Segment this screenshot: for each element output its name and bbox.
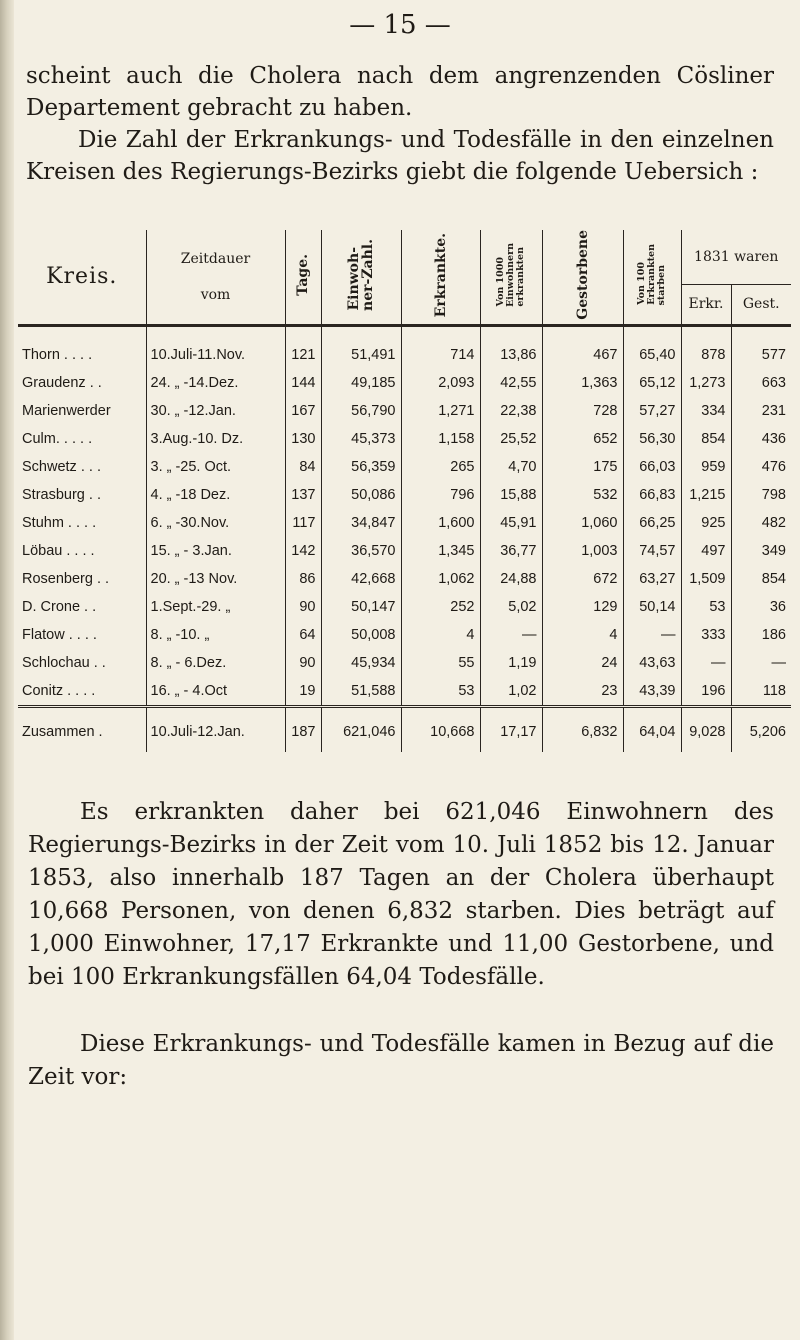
cell-erkrankte: 10,668 bbox=[401, 706, 480, 752]
table-row bbox=[18, 621, 791, 649]
cell-gestorbene: 4 bbox=[542, 621, 623, 649]
page-binding-edge bbox=[0, 0, 14, 1340]
cell-kreis: Schlochau . . bbox=[22, 654, 106, 671]
cell-gest-1831: 476 bbox=[731, 453, 791, 481]
cell-tage: 144 bbox=[285, 369, 321, 397]
cell-von-100: 56,30 bbox=[623, 425, 681, 453]
cell-erkr-1831: 1,509 bbox=[681, 565, 731, 593]
cell-tage: 121 bbox=[285, 325, 321, 369]
cell-kreis: Löbau . . . . bbox=[22, 542, 95, 559]
table-row bbox=[18, 593, 791, 621]
cell-einwohner: 51,491 bbox=[321, 325, 401, 369]
header-von-100-erkrankten: Von 100Erkranktenstarben bbox=[623, 230, 681, 325]
cell-erkrankte: 252 bbox=[401, 593, 480, 621]
paragraph-intro bbox=[26, 60, 774, 188]
cell-einwohner: 56,790 bbox=[321, 397, 401, 425]
cell-tage: 86 bbox=[285, 565, 321, 593]
cell-gest-1831: 663 bbox=[731, 369, 791, 397]
cell-zeitdauer: 30. „ -12.Jan. bbox=[146, 397, 285, 425]
cell-gestorbene: 6,832 bbox=[542, 706, 623, 752]
cell-erkr-1831: 925 bbox=[681, 509, 731, 537]
cell-von-100: 65,40 bbox=[623, 325, 681, 369]
cell-von-1000: 45,91 bbox=[480, 509, 542, 537]
cell-einwohner: 50,086 bbox=[321, 481, 401, 509]
cell-kreis: Thorn . . . . bbox=[22, 346, 93, 363]
cell-tage: 130 bbox=[285, 425, 321, 453]
header-gestorbene: Gestorbene bbox=[542, 230, 623, 325]
cell-tage: 64 bbox=[285, 621, 321, 649]
page-number: — 15 — bbox=[349, 10, 451, 40]
cell-erkrankte: 4 bbox=[401, 621, 480, 649]
cell-erkrankte: 796 bbox=[401, 481, 480, 509]
cell-gest-1831: 5,206 bbox=[731, 706, 791, 752]
header-erkrankte: Erkrankte. bbox=[401, 230, 480, 325]
cell-von-100: — bbox=[623, 621, 681, 649]
cell-kreis: Marienwerder bbox=[22, 402, 111, 419]
cell-kreis: Conitz . . . . bbox=[22, 682, 96, 699]
cell-gestorbene: 672 bbox=[542, 565, 623, 593]
cell-kreis: Graudenz . . bbox=[22, 374, 102, 391]
cell-einwohner: 50,147 bbox=[321, 593, 401, 621]
cell-gest-1831: 231 bbox=[731, 397, 791, 425]
cell-erkrankte: 1,158 bbox=[401, 425, 480, 453]
cell-gestorbene: 175 bbox=[542, 453, 623, 481]
header-von-1000-einwohnern: Von 1000Einwohnernerkrankten bbox=[480, 230, 542, 325]
cell-gest-1831: 118 bbox=[731, 677, 791, 707]
cell-einwohner: 36,570 bbox=[321, 537, 401, 565]
cell-von-100: 50,14 bbox=[623, 593, 681, 621]
cell-von-1000: 22,38 bbox=[480, 397, 542, 425]
cell-erkr-1831: 1,273 bbox=[681, 369, 731, 397]
paragraph-summary: Es erkrankten daher bei 621,046 Einwohnern des Regierungs-Bezirks in der Zeit vom 10. Juli 1852 bis 12. Januar 1853, also innerhalb 187 Tagen an der Cholera überhaupt 10,668 Personen, von denen 6,832 starben. Dies beträgt auf 1,000 Einwohner, 17,17 Erkrankte und 11,00 Gestorbene, und bei 100 Erkrankungsfällen 64,04 Todesfälle. bbox=[28, 799, 774, 990]
table-row bbox=[18, 453, 791, 481]
cell-erkrankte: 714 bbox=[401, 325, 480, 369]
paragraph-closing: Diese Erkrankungs- und Todesfälle kamen in Bezug auf die Zeit vor: bbox=[28, 1031, 774, 1090]
cell-zeitdauer: 6. „ -30.Nov. bbox=[146, 509, 285, 537]
cell-von-1000: 1,02 bbox=[480, 677, 542, 707]
cell-gestorbene: 467 bbox=[542, 325, 623, 369]
cell-tage: 19 bbox=[285, 677, 321, 707]
table-row bbox=[18, 397, 791, 425]
cell-zeitdauer: 3. „ -25. Oct. bbox=[146, 453, 285, 481]
cell-erkr-1831: 497 bbox=[681, 537, 731, 565]
cell-tage: 142 bbox=[285, 537, 321, 565]
cell-tage: 90 bbox=[285, 649, 321, 677]
header-kreis: Kreis. bbox=[18, 230, 146, 325]
cell-kreis: Strasburg . . bbox=[22, 486, 101, 503]
cell-erkrankte: 1,271 bbox=[401, 397, 480, 425]
paragraph-1: scheint auch die Cholera nach dem angrenzenden Cösliner Departement gebracht zu haben. bbox=[26, 63, 774, 121]
cell-von-1000: 5,02 bbox=[480, 593, 542, 621]
cell-kreis: Culm. . . . . bbox=[22, 430, 93, 447]
cell-gestorbene: 23 bbox=[542, 677, 623, 707]
cell-von-1000: 36,77 bbox=[480, 537, 542, 565]
cell-tage: 90 bbox=[285, 593, 321, 621]
cell-gest-1831: 577 bbox=[731, 325, 791, 369]
cell-zeitdauer: 10.Juli-12.Jan. bbox=[146, 706, 285, 752]
header-zeitdauer: Zeitdauer vom bbox=[146, 230, 285, 325]
cell-von-100: 63,27 bbox=[623, 565, 681, 593]
header-einwohnerzahl: Einwoh- ner-Zahl. bbox=[321, 230, 401, 325]
cell-erkr-1831: 333 bbox=[681, 621, 731, 649]
cell-gestorbene: 129 bbox=[542, 593, 623, 621]
cell-gestorbene: 652 bbox=[542, 425, 623, 453]
cell-einwohner: 50,008 bbox=[321, 621, 401, 649]
cell-erkrankte: 1,062 bbox=[401, 565, 480, 593]
cell-gest-1831: 436 bbox=[731, 425, 791, 453]
cell-gest-1831: 854 bbox=[731, 565, 791, 593]
cell-von-1000: 24,88 bbox=[480, 565, 542, 593]
cell-zeitdauer: 16. „ - 4.Oct bbox=[146, 677, 285, 707]
cell-erkr-1831: 878 bbox=[681, 325, 731, 369]
cell-von-100: 43,63 bbox=[623, 649, 681, 677]
cell-erkr-1831: 196 bbox=[681, 677, 731, 707]
cell-gest-1831: — bbox=[731, 649, 791, 677]
cell-von-100: 74,57 bbox=[623, 537, 681, 565]
cell-gestorbene: 24 bbox=[542, 649, 623, 677]
table-row-total bbox=[18, 706, 791, 752]
cell-von-1000: 25,52 bbox=[480, 425, 542, 453]
cell-zeitdauer: 4. „ -18 Dez. bbox=[146, 481, 285, 509]
cell-einwohner: 45,934 bbox=[321, 649, 401, 677]
cholera-statistics-table bbox=[18, 230, 791, 752]
table-row bbox=[18, 565, 791, 593]
cell-zeitdauer: 8. „ - 6.Dez. bbox=[146, 649, 285, 677]
cell-von-100: 66,03 bbox=[623, 453, 681, 481]
cell-kreis: Flatow . . . . bbox=[22, 626, 97, 643]
cell-einwohner: 45,373 bbox=[321, 425, 401, 453]
table-row bbox=[18, 481, 791, 509]
table-row bbox=[18, 677, 791, 707]
cell-zeitdauer: 1.Sept.-29. „ bbox=[146, 593, 285, 621]
cell-tage: 167 bbox=[285, 397, 321, 425]
cell-gest-1831: 349 bbox=[731, 537, 791, 565]
cell-von-100: 65,12 bbox=[623, 369, 681, 397]
header-gest: Gest. bbox=[731, 284, 791, 325]
cell-gestorbene: 1,363 bbox=[542, 369, 623, 397]
cell-zeitdauer: 24. „ -14.Dez. bbox=[146, 369, 285, 397]
cell-kreis: Stuhm . . . . bbox=[22, 514, 97, 531]
table-row bbox=[18, 425, 791, 453]
cell-zeitdauer: 20. „ -13 Nov. bbox=[146, 565, 285, 593]
cell-einwohner: 621,046 bbox=[321, 706, 401, 752]
table-row bbox=[18, 325, 791, 369]
cell-erkr-1831: 53 bbox=[681, 593, 731, 621]
header-tage: Tage. bbox=[285, 230, 321, 325]
cell-zeitdauer: 3.Aug.-10. Dz. bbox=[146, 425, 285, 453]
cell-tage: 137 bbox=[285, 481, 321, 509]
cell-zeitdauer: 10.Juli-11.Nov. bbox=[146, 325, 285, 369]
cell-von-1000: — bbox=[480, 621, 542, 649]
header-1831-waren: 1831 waren bbox=[681, 230, 791, 284]
table-row bbox=[18, 509, 791, 537]
cell-erkrankte: 265 bbox=[401, 453, 480, 481]
cell-kreis: Zusammen . bbox=[18, 706, 146, 752]
cell-gest-1831: 482 bbox=[731, 509, 791, 537]
cell-von-1000: 15,88 bbox=[480, 481, 542, 509]
cell-zeitdauer: 15. „ - 3.Jan. bbox=[146, 537, 285, 565]
cell-von-1000: 13,86 bbox=[480, 325, 542, 369]
cell-erkrankte: 55 bbox=[401, 649, 480, 677]
cell-gest-1831: 798 bbox=[731, 481, 791, 509]
cell-einwohner: 34,847 bbox=[321, 509, 401, 537]
cell-erkr-1831: 959 bbox=[681, 453, 731, 481]
cell-von-1000: 42,55 bbox=[480, 369, 542, 397]
cell-kreis: Rosenberg . . bbox=[22, 570, 110, 587]
cell-erkrankte: 53 bbox=[401, 677, 480, 707]
cell-gestorbene: 728 bbox=[542, 397, 623, 425]
cell-einwohner: 49,185 bbox=[321, 369, 401, 397]
cell-tage: 84 bbox=[285, 453, 321, 481]
paragraph-2: Die Zahl der Erkrankungs- und Todesfälle in den einzelnen Kreisen des Regierungs-Bezirks giebt die folgende Uebersich : bbox=[26, 127, 774, 185]
cell-von-1000: 4,70 bbox=[480, 453, 542, 481]
cell-erkrankte: 1,345 bbox=[401, 537, 480, 565]
cell-einwohner: 51,588 bbox=[321, 677, 401, 707]
cell-von-100: 66,25 bbox=[623, 509, 681, 537]
table-row bbox=[18, 649, 791, 677]
cell-kreis: D. Crone . . bbox=[22, 598, 97, 615]
header-erkr: Erkr. bbox=[681, 284, 731, 325]
cell-von-100: 66,83 bbox=[623, 481, 681, 509]
cell-gest-1831: 186 bbox=[731, 621, 791, 649]
cell-einwohner: 56,359 bbox=[321, 453, 401, 481]
table-row bbox=[18, 369, 791, 397]
cell-von-1000: 17,17 bbox=[480, 706, 542, 752]
cell-zeitdauer: 8. „ -10. „ bbox=[146, 621, 285, 649]
cell-erkrankte: 1,600 bbox=[401, 509, 480, 537]
cell-tage: 187 bbox=[285, 706, 321, 752]
cell-erkr-1831: 854 bbox=[681, 425, 731, 453]
cell-von-100: 57,27 bbox=[623, 397, 681, 425]
table-row bbox=[18, 537, 791, 565]
cell-von-1000: 1,19 bbox=[480, 649, 542, 677]
cell-kreis: Schwetz . . . bbox=[22, 458, 101, 475]
cell-gestorbene: 532 bbox=[542, 481, 623, 509]
cell-tage: 117 bbox=[285, 509, 321, 537]
cell-erkrankte: 2,093 bbox=[401, 369, 480, 397]
cell-einwohner: 42,668 bbox=[321, 565, 401, 593]
cell-erkr-1831: 334 bbox=[681, 397, 731, 425]
cell-erkr-1831: 9,028 bbox=[681, 706, 731, 752]
cell-von-100: 64,04 bbox=[623, 706, 681, 752]
cell-gestorbene: 1,060 bbox=[542, 509, 623, 537]
cell-von-100: 43,39 bbox=[623, 677, 681, 707]
cell-gest-1831: 36 bbox=[731, 593, 791, 621]
cell-erkr-1831: 1,215 bbox=[681, 481, 731, 509]
cell-erkr-1831: — bbox=[681, 649, 731, 677]
cell-gestorbene: 1,003 bbox=[542, 537, 623, 565]
